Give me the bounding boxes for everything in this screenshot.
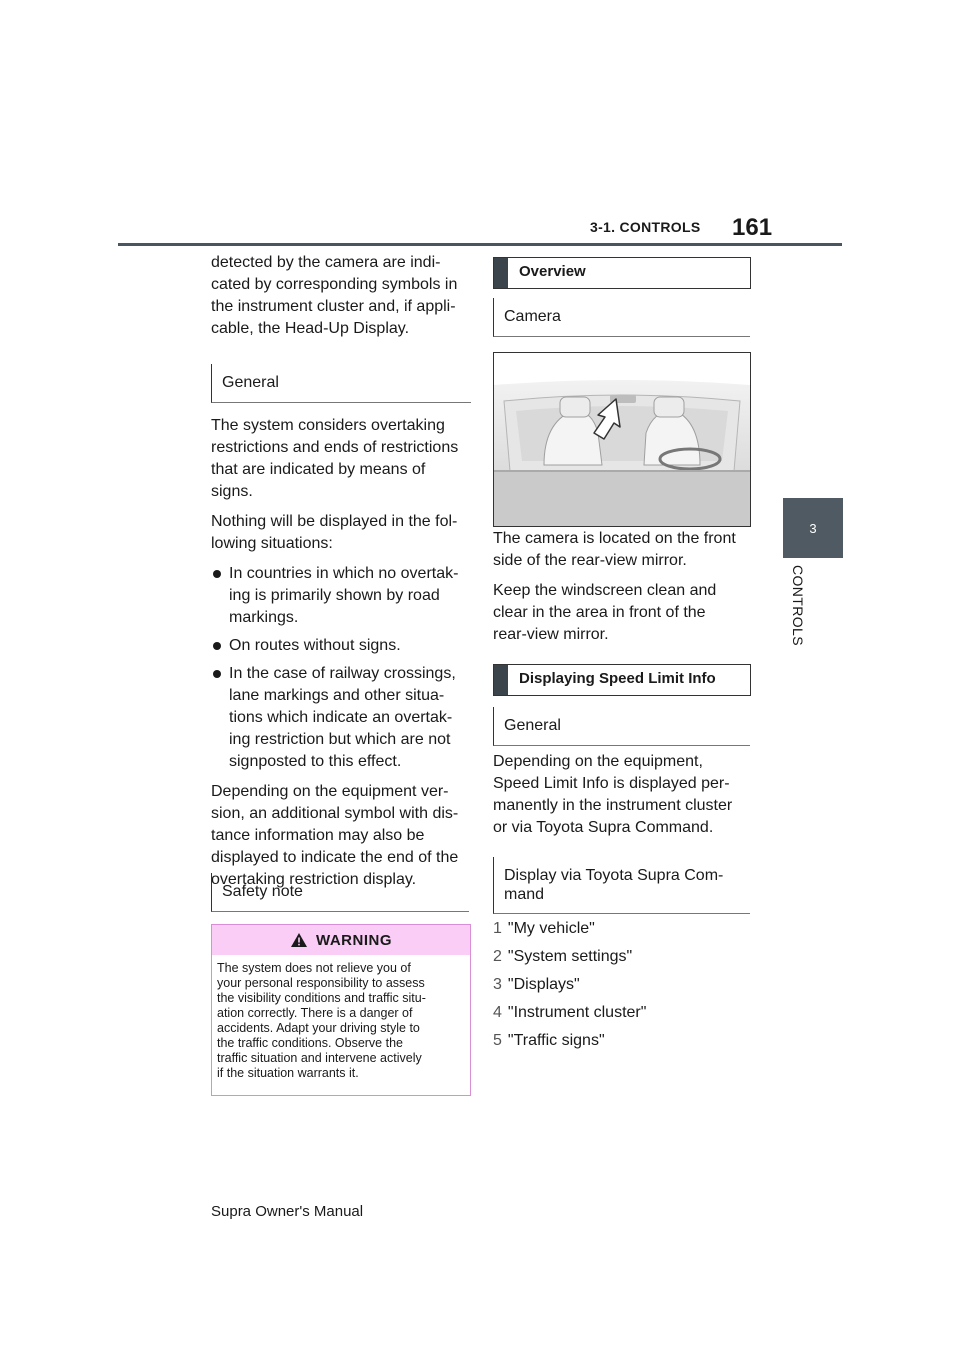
text-line: overtaking restriction display. <box>211 871 417 888</box>
text-line: Speed Limit Info is displayed per- <box>493 775 730 792</box>
list-item <box>211 563 471 629</box>
text-line: signs. <box>211 483 253 500</box>
text-line: accidents. Adapt your driving style to <box>217 1021 420 1035</box>
text-line: side of the rear-view mirror. <box>493 552 687 569</box>
text-line: tions which indicate an overtak- <box>229 709 453 726</box>
text-line: mand <box>504 886 545 903</box>
general-text <box>493 751 753 847</box>
step-number: 3 <box>493 976 502 993</box>
text-line: displayed to indicate the end of the <box>211 849 459 866</box>
text-line: your personal responsibility to assess <box>217 976 425 990</box>
text-line: markings. <box>229 609 299 626</box>
list-item <box>493 947 753 967</box>
text-line: if the situation warrants it. <box>217 1066 359 1080</box>
bullet-icon <box>213 642 221 650</box>
list-item <box>493 975 753 995</box>
list-item <box>493 919 753 939</box>
page-number: 161 <box>732 214 773 241</box>
text-line: the visibility conditions and traffic situ- <box>217 991 426 1005</box>
situations-paragraph <box>211 511 471 555</box>
text-line: Depending on the equipment ver- <box>211 783 449 800</box>
chapter-tab <box>783 498 843 558</box>
bullet-icon <box>213 670 221 678</box>
general-subheading-container <box>493 707 750 746</box>
warning-header <box>212 925 470 955</box>
subheading-general: General <box>211 364 471 403</box>
text-line: In countries in which no overtak- <box>229 565 459 582</box>
heading-bar <box>494 258 508 288</box>
text-line: traffic situation and intervene actively <box>217 1051 422 1065</box>
warning-box <box>211 924 471 1096</box>
text-line: restrictions and ends of restrictions <box>211 439 459 456</box>
text-line: Depending on the equipment, <box>493 753 703 770</box>
left-column <box>211 252 471 899</box>
warning-title: WARNING <box>316 931 392 949</box>
restrictions-paragraph <box>211 415 471 503</box>
step-number: 5 <box>493 1032 502 1049</box>
step-number: 2 <box>493 948 502 965</box>
menu-steps <box>493 919 753 1059</box>
list-item <box>493 1031 753 1051</box>
text-line: clear in the area in front of the <box>493 604 706 621</box>
steps-list <box>493 919 753 1051</box>
camera-illustration <box>493 352 751 527</box>
header-rule <box>118 243 842 246</box>
list-item <box>493 1003 753 1023</box>
text-line: detected by the camera are indi- <box>211 254 441 271</box>
text-line: ing restriction but which are not <box>229 731 451 748</box>
footer-manual-title: Supra Owner's Manual <box>211 1203 364 1220</box>
text-line: ing is primarily shown by road <box>229 587 440 604</box>
subheading-display-via <box>493 857 750 914</box>
text-line: Keep the windscreen clean and <box>493 582 717 599</box>
text-line: The system does not relieve you of <box>217 961 411 975</box>
bullet-icon <box>213 570 221 578</box>
heading-label: Overview <box>519 263 586 280</box>
step-number: 4 <box>493 1004 502 1021</box>
warning-text <box>212 955 470 1081</box>
text-line: cable, the Head-Up Display. <box>211 320 410 337</box>
text-line: sion, an additional symbol with dis- <box>211 805 459 822</box>
safety-note-container <box>211 873 469 912</box>
chapter-number: 3 <box>809 520 817 536</box>
warning-triangle-icon <box>290 932 308 948</box>
text-line: cated by corresponding symbols in <box>211 276 458 293</box>
section-heading-speed-limit <box>493 664 751 696</box>
section-title: 3-1. CONTROLS <box>590 219 701 235</box>
text-line: Display via Toyota Supra Com- <box>504 867 724 884</box>
text-line: manently in the instrument cluster <box>493 797 733 814</box>
text-line: The camera is located on the front <box>493 530 736 547</box>
camera-text <box>493 528 753 654</box>
step-text: "Traffic signs" <box>507 1032 605 1049</box>
intro-paragraph <box>211 252 471 340</box>
text-line: lane markings and other situa- <box>229 687 445 704</box>
step-text: "Displays" <box>507 976 580 993</box>
subheading-general-right: General <box>493 707 750 746</box>
step-text: "System settings" <box>507 948 633 965</box>
text-line: tance information may also be <box>211 827 425 844</box>
step-number: 1 <box>493 920 502 937</box>
list-item <box>211 663 471 773</box>
text-line: the traffic conditions. Observe the <box>217 1036 403 1050</box>
subheading-safety-note: Safety note <box>211 873 469 912</box>
text-line: ation correctly. There is a danger of <box>217 1006 413 1020</box>
text-line: or via Toyota Supra Command. <box>493 819 714 836</box>
camera-location-paragraph <box>493 528 753 572</box>
heading-bar <box>494 665 508 695</box>
text-line: Nothing will be displayed in the fol- <box>211 513 458 530</box>
text-line: signposted to this effect. <box>229 753 402 770</box>
text-line: lowing situations: <box>211 535 333 552</box>
speed-limit-paragraph <box>493 751 753 839</box>
windscreen-paragraph <box>493 580 753 646</box>
text-line: rear-view mirror. <box>493 626 609 643</box>
camera-subheading-container <box>493 298 750 337</box>
display-via-container <box>493 857 750 914</box>
list-item <box>211 635 471 657</box>
section-heading-overview <box>493 257 751 289</box>
step-text: "Instrument cluster" <box>507 1004 647 1021</box>
car-interior-illustration <box>494 353 750 526</box>
chapter-label: CONTROLS <box>790 565 806 646</box>
text-line: The system considers overtaking <box>211 417 445 434</box>
step-text: "My vehicle" <box>507 920 595 937</box>
subheading-camera: Camera <box>493 298 750 337</box>
heading-label: Displaying Speed Limit Info <box>519 670 716 687</box>
text-line: On routes without signs. <box>229 637 401 654</box>
chapter-side-label <box>782 565 812 675</box>
situation-list <box>211 563 471 773</box>
text-line: that are indicated by means of <box>211 461 426 478</box>
text-line: the instrument cluster and, if appli- <box>211 298 456 315</box>
text-line: In the case of railway crossings, <box>229 665 456 682</box>
